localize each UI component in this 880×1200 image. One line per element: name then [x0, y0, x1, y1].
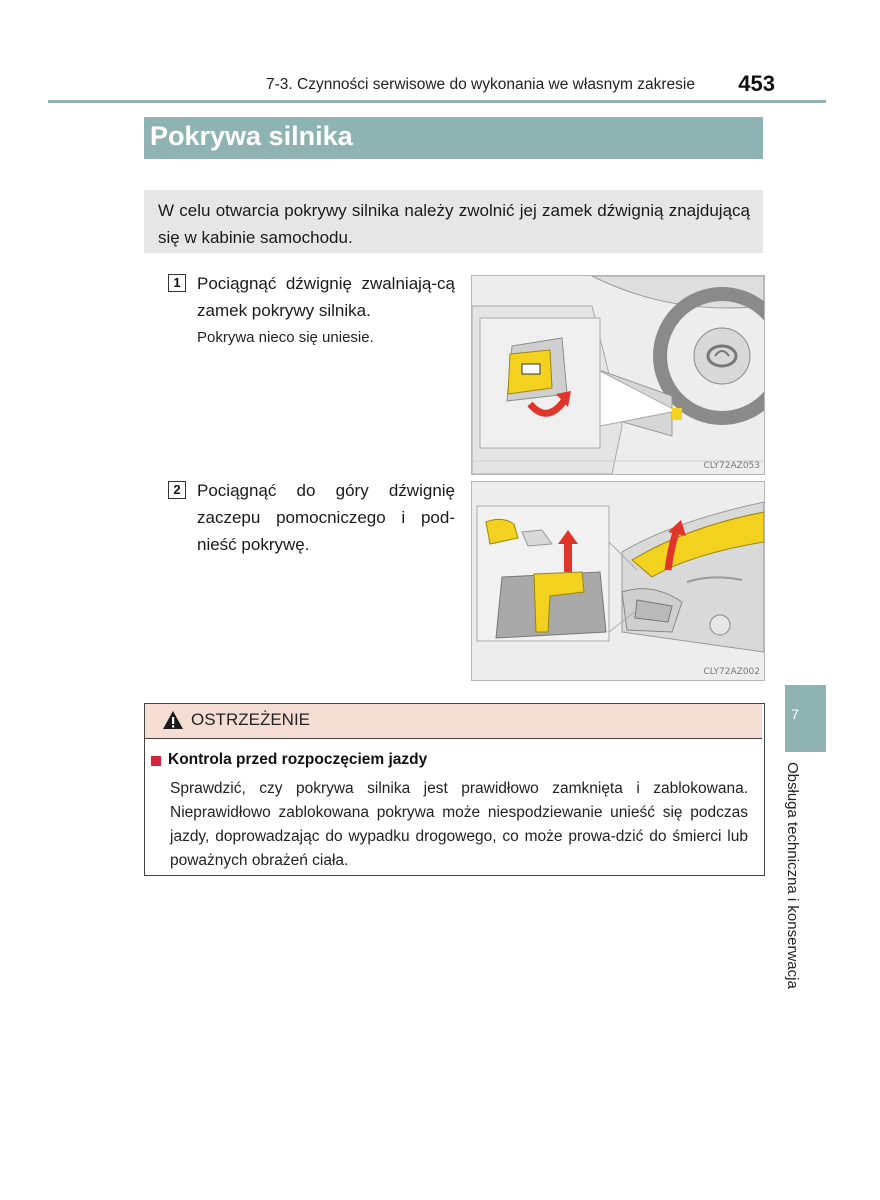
warning-triangle-icon — [162, 710, 184, 730]
step-1-note: Pokrywa nieco się uniesie. — [197, 329, 374, 346]
chapter-label: Obsługa techniczna i konserwacja — [784, 762, 801, 989]
warning-subheading: Kontrola przed rozpoczęciem jazdy — [168, 751, 428, 768]
figure-2-code: CLY72AZ002 — [703, 667, 760, 677]
header-rule — [48, 100, 826, 103]
step-2-number: 2 — [168, 481, 186, 499]
step-1-text: Pociągnąć dźwignię zwalniają-cą zamek pokrywy silnika. — [197, 274, 455, 320]
figure-hood-release-lever — [471, 275, 765, 475]
warning-title: OSTRZEŻENIE — [191, 710, 311, 729]
section-title: Pokrywa silnika — [150, 121, 353, 151]
intro-text: W celu otwarcia pokrywy silnika należy zwolnić jej zamek dźwignią znajdującą się w kabinie samochodu. — [158, 201, 750, 247]
step-1-number: 1 — [168, 274, 186, 292]
hood-release-illustration — [472, 276, 764, 474]
figure-hood-secondary-catch — [471, 481, 765, 681]
warning-body: Sprawdzić, czy pokrywa silnika jest prawidłowo zamknięta i zablokowana. Nieprawidłowo zablokowana pokrywa może niespodziewanie unieść się podczas jazdy, doprowadzając do wypadku drogowego, co może prowa-dzić do śmierci lub poważnych obrażeń ciała. — [170, 780, 748, 869]
running-head: 7-3. Czynności serwisowe do wykonania we własnym zakresie — [265, 76, 695, 93]
figure-1-code: CLY72AZ053 — [703, 461, 760, 471]
square-bullet-icon — [151, 756, 161, 766]
hood-catch-illustration — [472, 482, 764, 680]
page-number: 453 — [738, 71, 775, 96]
chapter-number: 7 — [791, 706, 799, 722]
step-2-text: Pociągnąć do góry dźwignię zaczepu pomocniczego i pod-nieść pokrywę. — [197, 481, 455, 554]
